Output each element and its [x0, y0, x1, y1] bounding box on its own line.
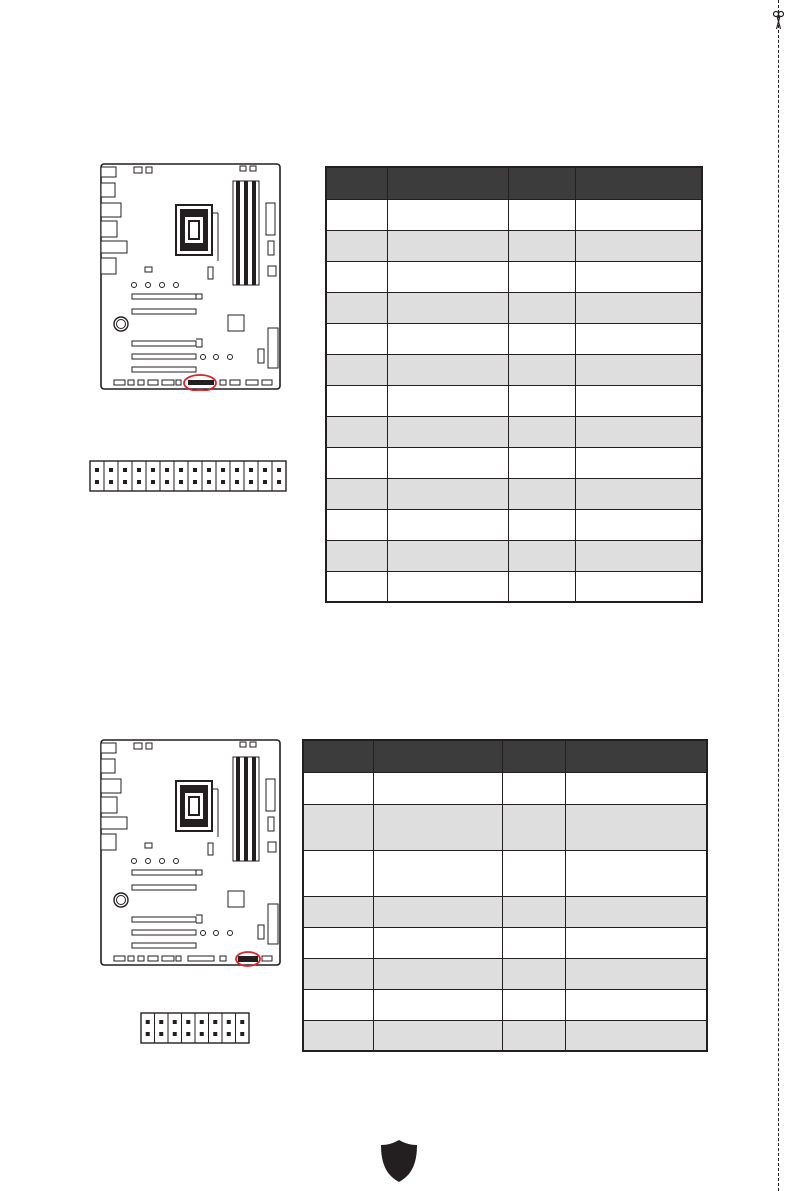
table-cell: [387, 385, 508, 416]
table-cell: [387, 230, 508, 261]
table-row: [326, 354, 702, 385]
table-row: [326, 447, 702, 478]
pin: [146, 1032, 150, 1036]
pin: [235, 480, 239, 484]
table-row: [326, 261, 702, 292]
table-cell: [502, 772, 565, 804]
table-row: [326, 323, 702, 354]
table-cell: [373, 1020, 502, 1051]
table-cell: [508, 385, 575, 416]
pin: [240, 1020, 244, 1024]
table-cell: [326, 571, 387, 602]
table-cell: [575, 509, 702, 540]
table-cell: [575, 230, 702, 261]
pin: [263, 468, 267, 472]
table-cell: [387, 571, 508, 602]
table-row: [303, 772, 707, 804]
pin: [151, 468, 155, 472]
table-cell: [565, 772, 707, 804]
table-cell: [508, 571, 575, 602]
table-cell: [508, 478, 575, 509]
table-row: [326, 230, 702, 261]
table-cell: [373, 896, 502, 927]
table-cell: [373, 927, 502, 958]
table-cell: [575, 323, 702, 354]
table-cell: [326, 292, 387, 323]
table-cell: [508, 416, 575, 447]
table-cell: [502, 850, 565, 896]
table-row: [326, 571, 702, 602]
table-cell: [502, 1020, 565, 1051]
pin: [137, 468, 141, 472]
pin: [179, 468, 183, 472]
table-row: [326, 509, 702, 540]
pin: [146, 1020, 150, 1024]
table-cell: [373, 989, 502, 1020]
table-row: [303, 958, 707, 989]
table-cell: [303, 896, 373, 927]
table-row: [303, 989, 707, 1020]
scissors-icon: [773, 10, 784, 30]
table-cell: [387, 478, 508, 509]
table-cell: [326, 478, 387, 509]
table-cell: [387, 261, 508, 292]
pin-header-diagram: [140, 1012, 252, 1044]
pin: [186, 1032, 190, 1036]
motherboard-diagram: [100, 739, 282, 967]
pin: [165, 480, 169, 484]
table-cell: [565, 927, 707, 958]
table-cell: [303, 1020, 373, 1051]
table-cell: [565, 989, 707, 1020]
table-row: [326, 199, 702, 230]
pin: [193, 480, 197, 484]
table-cell: [303, 927, 373, 958]
pin: [165, 468, 169, 472]
table-row: [303, 1020, 707, 1051]
pin: [227, 1020, 231, 1024]
table-cell: [303, 804, 373, 850]
table-cell: [508, 323, 575, 354]
pin: [200, 1020, 204, 1024]
table-cell: [326, 354, 387, 385]
pin: [235, 468, 239, 472]
table-cell: [508, 354, 575, 385]
table-cell: [565, 850, 707, 896]
table-cell: [502, 896, 565, 927]
table-cell: [326, 509, 387, 540]
table-cell: [326, 261, 387, 292]
table-cell: [387, 292, 508, 323]
table-cell: [387, 354, 508, 385]
table-row: [303, 927, 707, 958]
table-row: [303, 850, 707, 896]
table-cell: [575, 385, 702, 416]
table-cell: [326, 199, 387, 230]
shield-logo-icon: [380, 1139, 418, 1183]
table-cell: [575, 571, 702, 602]
pin: [159, 1020, 163, 1024]
table-cell: [575, 416, 702, 447]
table-cell: [387, 509, 508, 540]
table-cell: [575, 478, 702, 509]
pin: [213, 1032, 217, 1036]
table-cell: [303, 989, 373, 1020]
table-cell: [387, 199, 508, 230]
pin: [221, 480, 225, 484]
table-cell: [575, 354, 702, 385]
pin-header-diagram: [89, 460, 289, 492]
pin: [186, 1020, 190, 1024]
pin: [123, 468, 127, 472]
pin: [240, 1032, 244, 1036]
pin: [109, 480, 113, 484]
table-cell: [326, 385, 387, 416]
pin: [151, 480, 155, 484]
table-cell: [565, 804, 707, 850]
table-cell: [387, 540, 508, 571]
table-cell: [502, 989, 565, 1020]
pin: [193, 468, 197, 472]
pin-table: [325, 166, 703, 603]
table-row: [303, 804, 707, 850]
pin: [137, 480, 141, 484]
table-cell: [575, 447, 702, 478]
table-cell: [303, 772, 373, 804]
table-cell: [373, 850, 502, 896]
table-cell: [508, 292, 575, 323]
table-row: [303, 896, 707, 927]
table-row: [326, 416, 702, 447]
table-cell: [387, 416, 508, 447]
pin: [179, 480, 183, 484]
pin: [227, 1032, 231, 1036]
table-cell: [508, 509, 575, 540]
pin: [277, 468, 281, 472]
table-cell: [508, 261, 575, 292]
table-cell: [502, 958, 565, 989]
table-cell: [508, 447, 575, 478]
table-cell: [373, 958, 502, 989]
cut-line: [778, 0, 779, 1191]
table-cell: [373, 804, 502, 850]
table-row: [326, 292, 702, 323]
table-cell: [565, 958, 707, 989]
table-cell: [387, 447, 508, 478]
table-cell: [326, 447, 387, 478]
pin: [207, 468, 211, 472]
table-cell: [326, 540, 387, 571]
table-cell: [303, 850, 373, 896]
table-cell: [326, 323, 387, 354]
pin: [109, 468, 113, 472]
pin: [207, 480, 211, 484]
pin: [200, 1032, 204, 1036]
table-cell: [508, 199, 575, 230]
table-cell: [326, 230, 387, 261]
table-cell: [373, 772, 502, 804]
table-row: [326, 540, 702, 571]
pin: [95, 480, 99, 484]
pin: [249, 480, 253, 484]
table-cell: [508, 540, 575, 571]
table-row: [326, 385, 702, 416]
pin: [249, 468, 253, 472]
pin: [221, 468, 225, 472]
pin: [213, 1020, 217, 1024]
pin: [159, 1032, 163, 1036]
table-cell: [387, 323, 508, 354]
table-cell: [326, 416, 387, 447]
pin: [263, 480, 267, 484]
table-cell: [565, 896, 707, 927]
motherboard-diagram: [100, 163, 282, 391]
table-cell: [303, 958, 373, 989]
table-cell: [502, 804, 565, 850]
table-cell: [575, 199, 702, 230]
table-cell: [575, 540, 702, 571]
table-cell: [508, 230, 575, 261]
pin-table: [302, 739, 708, 1052]
pin: [95, 468, 99, 472]
pin: [277, 480, 281, 484]
pin: [173, 1020, 177, 1024]
table-cell: [565, 1020, 707, 1051]
table-cell: [575, 292, 702, 323]
table-row: [326, 478, 702, 509]
table-cell: [575, 261, 702, 292]
pin: [173, 1032, 177, 1036]
table-cell: [502, 927, 565, 958]
pin: [123, 480, 127, 484]
